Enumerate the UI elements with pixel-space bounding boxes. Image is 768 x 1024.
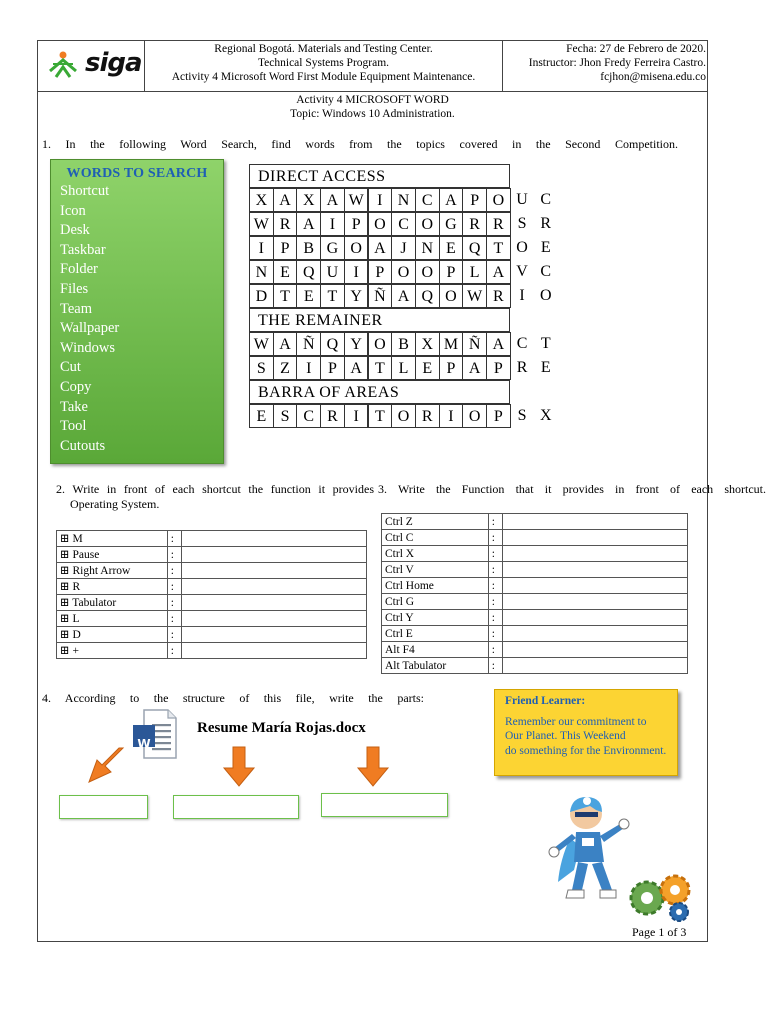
shortcut-function-field[interactable]	[502, 562, 687, 578]
grid-cell: E	[415, 356, 440, 380]
shortcut-key: ⊞ Right Arrow	[57, 563, 168, 579]
shortcut-row	[57, 579, 367, 595]
word-icon-letter: W	[137, 737, 151, 751]
word-item: Copy	[60, 378, 92, 395]
grid-cell: P	[462, 188, 487, 212]
grid-cell: P	[320, 356, 345, 380]
arrow-down-left-icon	[83, 744, 129, 788]
grid-cell: X	[415, 332, 440, 356]
header-program-info	[145, 40, 503, 92]
grid-cell: T	[540, 335, 551, 352]
shortcut-separator: :	[167, 627, 181, 643]
shortcut-function-field[interactable]	[182, 531, 367, 547]
word-item: Taskbar	[60, 241, 106, 258]
shortcut-separator: :	[488, 578, 502, 594]
word-item: Cutouts	[60, 437, 106, 454]
ctrl-shortcuts-table	[381, 513, 688, 674]
siga-wordmark: siga	[85, 48, 142, 78]
grid-cell: G	[320, 236, 345, 260]
gears-logo-icon	[627, 868, 699, 924]
grid-cell: P	[368, 260, 393, 284]
shortcut-row	[382, 562, 688, 578]
grid-cell: B	[296, 236, 321, 260]
shortcut-row	[57, 547, 367, 563]
shortcut-key: Ctrl Y	[382, 610, 489, 626]
grid-cell: T	[368, 404, 393, 428]
shortcut-separator: :	[167, 547, 181, 563]
words-box-title: WORDS TO SEARCH	[66, 166, 208, 181]
shortcut-function-field[interactable]	[182, 643, 367, 659]
note-line: Our Planet. This Weekend	[505, 730, 626, 742]
grid-cell: Ñ	[368, 284, 393, 308]
grid-cell: C	[415, 188, 440, 212]
question-1: 1. In the following Word Search, find words from the topics covered in the Second Competition.	[42, 137, 678, 151]
grid-cell: R	[415, 404, 440, 428]
grid-phrase: THE REMAINER	[249, 308, 510, 332]
page-number: Page 1 of 3	[632, 925, 687, 939]
grid-cell: O	[462, 404, 487, 428]
file-part-input-1[interactable]	[59, 795, 148, 819]
grid-cell: W	[344, 188, 369, 212]
grid-cell: I	[249, 236, 274, 260]
shortcut-separator: :	[488, 530, 502, 546]
note-line: do something for the Environment.	[505, 744, 667, 757]
grid-cell: A	[344, 356, 369, 380]
shortcut-function-field[interactable]	[502, 546, 687, 562]
superhero-mascot-illustration	[540, 790, 640, 910]
grid-cell: Y	[344, 284, 369, 308]
grid-cell: A	[462, 356, 487, 380]
grid-cell: O	[516, 239, 528, 256]
grid-cell: B	[391, 332, 416, 356]
shortcut-row	[57, 627, 367, 643]
arrow-down-icon	[356, 746, 390, 788]
grid-cell: I	[439, 404, 464, 428]
grid-cell: R	[516, 359, 528, 376]
grid-cell: N	[415, 236, 440, 260]
shortcut-separator: :	[488, 610, 502, 626]
shortcut-separator: :	[167, 579, 181, 595]
word-item: Shortcut	[60, 183, 110, 199]
question-4: 4. According to the structure of this file, write the parts:	[42, 691, 424, 705]
grid-cell: C	[516, 335, 528, 352]
grid-cell: W	[249, 212, 274, 236]
grid-cell: Y	[344, 332, 369, 356]
word-item: Tool	[60, 418, 87, 435]
grid-cell: X	[296, 188, 321, 212]
word-item: Take	[60, 398, 88, 415]
shortcut-function-field[interactable]	[182, 547, 367, 563]
grid-cell: O	[391, 404, 416, 428]
grid-cell: D	[249, 284, 274, 308]
grid-cell: E	[540, 239, 551, 256]
shortcut-row	[382, 658, 688, 674]
grid-cell: T	[320, 284, 345, 308]
word-item: Windows	[60, 339, 115, 356]
grid-cell: Q	[415, 284, 440, 308]
grid-cell: A	[391, 284, 416, 308]
word-item: Wallpaper	[60, 320, 120, 337]
shortcut-key: Alt F4	[382, 642, 489, 658]
grid-cell: O	[368, 212, 393, 236]
shortcut-separator: :	[167, 643, 181, 659]
shortcut-separator: :	[488, 594, 502, 610]
header-email: fcjhon@misena.edu.co	[600, 71, 706, 83]
shortcut-function-field[interactable]	[182, 627, 367, 643]
shortcut-row	[57, 611, 367, 627]
grid-cell: I	[368, 188, 393, 212]
grid-cell: L	[391, 356, 416, 380]
windows-shortcuts-table	[56, 530, 367, 659]
grid-cell: U	[516, 191, 528, 208]
grid-cell: T	[486, 236, 511, 260]
shortcut-key: ⊞ R	[57, 579, 168, 595]
shortcut-key: ⊞ L	[57, 611, 168, 627]
grid-cell: A	[368, 236, 393, 260]
shortcut-key: Ctrl Home	[382, 578, 489, 594]
shortcut-key: ⊞ Tabulator	[57, 595, 168, 611]
sena-logo-icon	[47, 50, 79, 82]
file-part-input-3[interactable]	[321, 793, 448, 817]
header-instructor: Instructor: Jhon Fredy Ferreira Castro.	[528, 57, 706, 69]
grid-cell: R	[462, 212, 487, 236]
header-date: Fecha: 27 de Febrero de 2020.	[566, 43, 706, 55]
shortcut-row	[382, 578, 688, 594]
grid-cell: A	[273, 188, 298, 212]
question-3: 3. Write the Function that it provides in front of each shortcut.	[378, 482, 766, 496]
shortcut-separator: :	[167, 611, 181, 627]
grid-cell: M	[439, 332, 464, 356]
grid-cell: Z	[273, 356, 298, 380]
shortcut-key: ⊞ M	[57, 531, 168, 547]
shortcut-function-field[interactable]	[182, 563, 367, 579]
grid-cell: Q	[296, 260, 321, 284]
grid-cell: N	[249, 260, 274, 284]
shortcut-key: Ctrl Z	[382, 514, 489, 530]
word-item: Team	[60, 300, 92, 317]
grid-cell: P	[439, 356, 464, 380]
grid-cell: Q	[462, 236, 487, 260]
grid-cell: S	[273, 404, 298, 428]
shortcut-key: Ctrl C	[382, 530, 489, 546]
header-center-line: Activity 4 Microsoft Word First Module Equipment Maintenance.	[171, 71, 476, 83]
grid-cell: X	[539, 407, 552, 424]
grid-cell: Q	[320, 332, 345, 356]
grid-cell: S	[249, 356, 274, 380]
word-item: Cut	[60, 359, 81, 376]
activity-topic: Topic: Windows 10 Administration.	[290, 108, 455, 120]
shortcut-function-field[interactable]	[502, 610, 687, 626]
activity-title: Activity 4 MICROSOFT WORD	[296, 94, 449, 106]
grid-cell: A	[486, 260, 511, 284]
shortcut-key: Ctrl V	[382, 562, 489, 578]
shortcut-function-field[interactable]	[182, 579, 367, 595]
grid-cell: G	[439, 212, 464, 236]
grid-cell: I	[344, 404, 369, 428]
file-name: Resume María Rojas.docx	[197, 720, 366, 736]
grid-cell: Ñ	[462, 332, 487, 356]
word-item: Desk	[60, 222, 90, 239]
grid-cell: S	[517, 215, 527, 232]
grid-cell: N	[391, 188, 416, 212]
question-2-continuation: Operating System.	[70, 497, 160, 511]
grid-cell: O	[368, 332, 393, 356]
sena-siga-logo	[37, 40, 145, 92]
shortcut-row	[382, 546, 688, 562]
shortcut-row	[57, 563, 367, 579]
shortcut-key: Ctrl X	[382, 546, 489, 562]
grid-cell: O	[391, 260, 416, 284]
grid-cell: U	[320, 260, 345, 284]
grid-cell: P	[486, 404, 511, 428]
shortcut-separator: :	[488, 546, 502, 562]
grid-cell: A	[296, 212, 321, 236]
grid-cell: R	[540, 215, 552, 232]
shortcut-function-field[interactable]	[502, 514, 687, 530]
grid-cell: E	[439, 236, 464, 260]
word-item: Icon	[60, 202, 86, 219]
grid-cell: R	[273, 212, 298, 236]
shortcut-separator: :	[167, 531, 181, 547]
shortcut-separator: :	[488, 626, 502, 642]
shortcut-key: Ctrl E	[382, 626, 489, 642]
grid-cell: O	[486, 188, 511, 212]
grid-cell: E	[296, 284, 321, 308]
grid-cell: J	[391, 236, 416, 260]
shortcut-separator: :	[488, 514, 502, 530]
grid-phrase: BARRA OF AREAS	[249, 380, 510, 404]
shortcut-function-field[interactable]	[502, 594, 687, 610]
grid-cell: R	[320, 404, 345, 428]
grid-cell: I	[296, 356, 321, 380]
grid-cell: I	[519, 287, 525, 304]
shortcut-key: ⊞ D	[57, 627, 168, 643]
grid-cell: C	[540, 263, 552, 280]
shortcut-row	[382, 514, 688, 530]
shortcut-key: ⊞ Pause	[57, 547, 168, 563]
grid-cell: I	[320, 212, 345, 236]
shortcut-separator: :	[167, 563, 181, 579]
header-date-instructor	[503, 40, 708, 92]
word-item: Folder	[60, 261, 98, 278]
grid-cell: R	[486, 284, 511, 308]
document-header	[37, 40, 708, 92]
words-list	[51, 182, 223, 456]
shortcut-row	[57, 643, 367, 659]
grid-cell: E	[540, 359, 551, 376]
grid-cell: C	[391, 212, 416, 236]
shortcut-function-field[interactable]	[502, 530, 687, 546]
shortcut-separator: :	[167, 595, 181, 611]
grid-cell: P	[486, 356, 511, 380]
question-2: 2. Write in front of each shortcut the function it provides	[56, 482, 374, 496]
grid-cell: W	[462, 284, 487, 308]
shortcut-function-field[interactable]	[502, 658, 687, 674]
grid-cell: L	[462, 260, 487, 284]
friend-learner-note	[494, 689, 678, 776]
shortcut-row	[57, 595, 367, 611]
shortcut-function-field[interactable]	[502, 626, 687, 642]
header-center-line: Technical Systems Program.	[257, 57, 390, 69]
grid-cell: E	[249, 404, 274, 428]
note-line: Remember our commitment to	[505, 715, 647, 728]
grid-cell: A	[320, 188, 345, 212]
shortcut-row	[57, 531, 367, 547]
shortcut-row	[382, 626, 688, 642]
activity-heading	[37, 93, 708, 121]
grid-cell: O	[415, 260, 440, 284]
word-item: Files	[60, 280, 89, 297]
grid-cell: E	[273, 260, 298, 284]
word-document-icon	[132, 708, 178, 760]
grid-cell: A	[439, 188, 464, 212]
grid-cell: A	[486, 332, 511, 356]
grid-cell: R	[486, 212, 511, 236]
grid-cell: C	[296, 404, 321, 428]
shortcut-separator: :	[488, 658, 502, 674]
shortcut-row	[382, 610, 688, 626]
shortcut-function-field[interactable]	[182, 611, 367, 627]
grid-cell: O	[344, 236, 369, 260]
grid-cell: Ñ	[296, 332, 321, 356]
grid-cell: T	[273, 284, 298, 308]
shortcut-function-field[interactable]	[502, 578, 687, 594]
grid-cell: W	[249, 332, 274, 356]
grid-cell: O	[439, 284, 464, 308]
shortcut-key: Alt Tabulator	[382, 658, 489, 674]
shortcut-row	[382, 530, 688, 546]
grid-cell: O	[415, 212, 440, 236]
grid-cell: S	[517, 407, 527, 424]
grid-cell: X	[249, 188, 274, 212]
shortcut-row	[382, 594, 688, 610]
shortcut-key: ⊞ +	[57, 643, 168, 659]
grid-cell: C	[540, 191, 552, 208]
header-center-line: Regional Bogotá. Materials and Testing Center.	[214, 43, 433, 55]
shortcut-separator: :	[488, 642, 502, 658]
grid-cell: P	[273, 236, 298, 260]
grid-cell: P	[439, 260, 464, 284]
grid-cell: V	[516, 263, 528, 280]
grid-cell: T	[368, 356, 393, 380]
grid-cell: P	[344, 212, 369, 236]
grid-cell: A	[273, 332, 298, 356]
shortcut-row	[382, 642, 688, 658]
arrow-down-icon	[222, 746, 256, 788]
words-to-search-box	[50, 159, 224, 464]
shortcut-function-field[interactable]	[182, 595, 367, 611]
shortcut-function-field[interactable]	[502, 642, 687, 658]
file-part-input-2[interactable]	[173, 795, 299, 819]
grid-cell: O	[539, 287, 552, 304]
shortcut-key: Ctrl G	[382, 594, 489, 610]
grid-phrase: DIRECT ACCESS	[249, 164, 510, 188]
shortcut-separator: :	[488, 562, 502, 578]
note-title: Friend Learner:	[505, 695, 586, 707]
grid-cell: I	[344, 260, 369, 284]
